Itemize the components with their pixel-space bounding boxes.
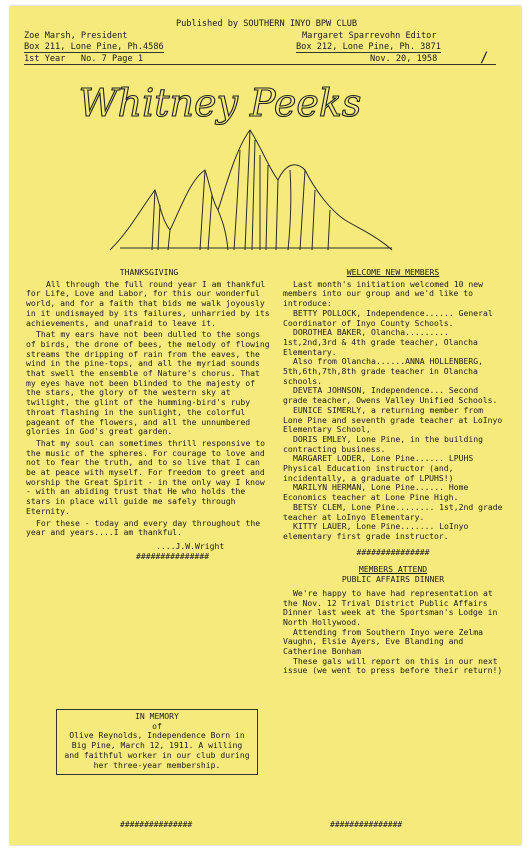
pen-mark: / xyxy=(480,50,489,66)
welcome-new-members-article xyxy=(283,268,503,676)
issue-number: 1st Year No. 7 Page 1 xyxy=(24,54,143,64)
in-memory-box xyxy=(56,709,258,775)
box-left: Box 211, Lone Pine, Ph.4586 xyxy=(24,42,164,52)
member-entry: KITTY LAUER, Lone Pine....... LoInyo elementary first grade instructor. xyxy=(283,521,469,541)
thanksgiving-paragraph-2: That my ears have not been dulled to the songs of birds, the drone of bees, the melody of flowing streams the dripping of rain from the eaves, the wind in the pine-tops, and all the myriad sounds that swell the ensemble of Nature's chorus. That my eyes have not been blinded to the majesty of the stars, the glory of the western sky at twilight, the glint of the humming-bird's ruby throat flashing in the sunlight, the colorful pageant of the flowers, and all the unnumbered glories in God's great garden. xyxy=(26,329,270,437)
footer-stars-left: ############### xyxy=(120,820,193,829)
thanksgiving-paragraph-1: All through the full round year I am thankful for Life, Love and Labor, for this our wonderful world, and for a faith that bids me walk joyously in it undismayed by its failures, unharried by its achievements, and unafraid to leave it. xyxy=(26,278,270,328)
issue-date: Nov. 20, 1958 xyxy=(370,54,438,64)
member-entry: Also from Olancha......ANNA HOLLENBERG, 5th,6th,7th,8th grade teacher in Olancha schools. xyxy=(283,356,484,386)
dinner-paragraph-3: These gals will report on this in our next issue (we went to press before their return!) xyxy=(283,655,503,676)
member-entry: BETSY CLEM, Lone Pine........ 1st,2nd grade teacher at LoInyo Elementary. xyxy=(283,501,503,522)
in-memory-text: Olive Reynolds, Independence Born in Big Pine, March 12, 1911. A willing and faithful worker in our club during her three-year membership. xyxy=(64,730,250,770)
dinner-paragraph-2: Attending from Southern Inyo were Zelma Vaughn, Elsie Ayers, Eve Blanding and Catherine Bonham xyxy=(283,626,484,657)
member-entry: DORIS EMLEY, Lone Pine, in the building contracting business. xyxy=(283,433,484,454)
thanksgiving-article xyxy=(26,268,272,561)
member-entry: DOROTHEA BAKER, Olancha......... 1st,2nd,3rd & 4th grade teacher, Olancha Elementary. xyxy=(283,327,478,357)
member-entry: EUNICE SIMERLY, a returning member from Lone Pine and seventh grade teacher at LoInyo Elementary School, xyxy=(283,404,503,435)
thanksgiving-signature: ....J.W.Wright xyxy=(156,540,225,551)
dinner-heading-2: PUBLIC AFFAIRS DINNER xyxy=(341,574,445,585)
welcome-intro: Last month's initiation welcomed 10 new members into our group and we'd like to introduce: xyxy=(283,278,484,309)
mountain-drawing xyxy=(100,110,400,260)
dinner-paragraph-1: We're happy to have had representation at the Nov. 12 Trival District Public Affairs Dinner last week at the Sportsman's Lodge in North Hollywood. xyxy=(283,587,498,627)
masthead-text: Whitney Peeks xyxy=(78,81,362,125)
members-stars: ############### xyxy=(356,546,430,557)
member-entry: BETTY POLLOCK, Independence...... General Coordinator of Inyo County Schools. xyxy=(283,307,493,328)
member-entry: MARGARET LODER, Lone Pine...... LPUHS Physical Education instructor (and, incidentally, a graduate of LPUHS!) xyxy=(283,453,474,483)
member-entry: MARILYN HERMAN, Lone Pine...... Home Economics teacher at Lone Pine High. xyxy=(283,482,469,503)
member-entry: DEVETA JOHNSON, Independence... Second grade teacher, Owens Valley Unified Schools. xyxy=(283,385,498,406)
footer-stars-right: ############### xyxy=(330,820,403,829)
published-by: Published by SOUTHERN INYO BPW CLUB xyxy=(176,19,358,29)
in-memory-content xyxy=(63,712,251,770)
dinner-heading-1: MEMBERS ATTEND xyxy=(358,564,428,575)
in-memory-of: of xyxy=(152,720,162,731)
president: Zoe Marsh, President xyxy=(24,31,128,41)
welcome-heading: WELCOME NEW MEMBERS xyxy=(346,267,440,277)
editor: Margaret Sparrevohn Editor xyxy=(302,31,437,41)
thanksgiving-stars: ############### xyxy=(136,550,210,561)
box-right: Box 212, Lone Pine, Ph. 3871 xyxy=(296,42,441,52)
in-memory-heading: IN MEMORY xyxy=(135,711,179,721)
thanksgiving-paragraph-3: That my soul can sometimes thrill responsive to the music of the spheres. For courage to love and not to fear the truth, and to so live that I can be at peace with myself. For freedom to greet and worship the Great Spirit - in the only way I know - with an abiding trust that He who holds the stars in place will guide me safely through Eternity. xyxy=(26,437,266,516)
thanksgiving-paragraph-4: For these - today and every day throughout the year and years....I am thankful. xyxy=(26,517,261,538)
thanksgiving-heading: THANKSGIVING xyxy=(119,267,179,277)
